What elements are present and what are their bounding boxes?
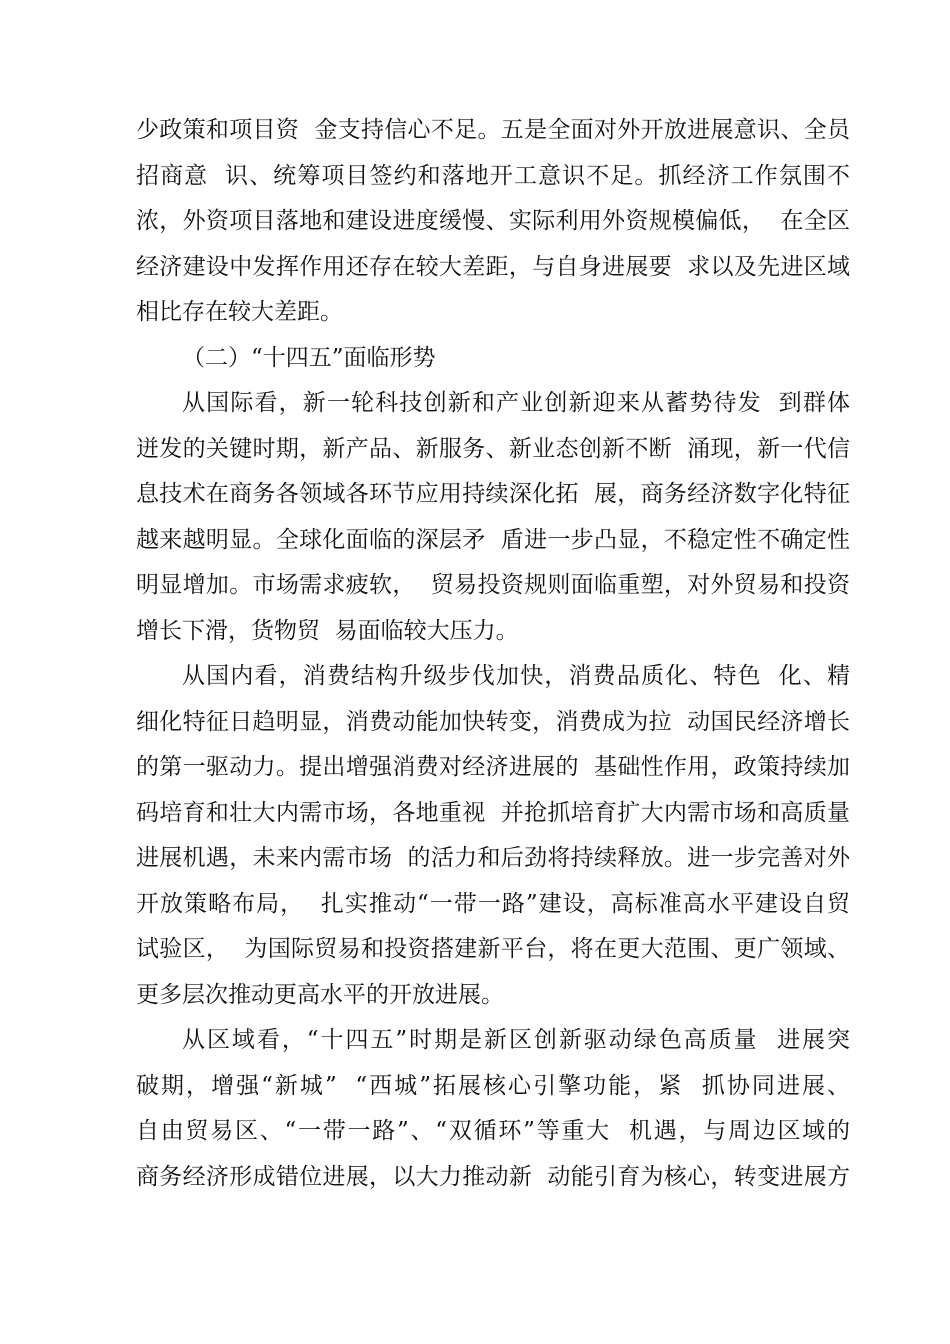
text-line: 相比存在较大差距。 — [136, 299, 343, 325]
text-line: 息技术在商务各领域各环节应用持续深化拓 展，商务经济数字化特征 — [136, 481, 850, 507]
document-body — [136, 108, 850, 1200]
text-line: 自由贸易区、“一带一路”、“双循环”等重大 机遇，与周边区域的 — [136, 1118, 850, 1144]
text-line: 细化特征日趋明显，消费动能加快转变，消费成为拉 动国民经济增长 — [136, 708, 850, 735]
text-line: 从国内看，消费结构升级步伐加快，消费品质化、特色 化、精 — [182, 663, 850, 689]
section-heading: （二）“十四五”面临形势 — [182, 344, 436, 371]
text-line: 增长下滑，货物贸 易面临较大压力。 — [136, 617, 519, 644]
text-line: 商务经济形成错位进展，以大力推动新 动能引育为核心，转变进展方 — [136, 1163, 850, 1190]
text-line: 从国际看，新一轮科技创新和产业创新迎来从蓄势待发 到群体 — [182, 390, 850, 416]
text-line: 从区域看，“十四五”时期是新区创新驱动绿色高质量 进展突 — [182, 1027, 850, 1053]
text-line: 开放策略布局， 扎实推动“一带一路”建设，高标准高水平建设自贸 — [136, 890, 850, 917]
text-line: 越来越明显。全球化面临的深层矛 盾进一步凸显，不稳定性不确定性 — [136, 526, 850, 553]
text-line: 试验区， 为国际贸易和投资搭建新平台，将在更大范围、更广领域、 — [136, 936, 850, 962]
text-line: 码培育和壮大内需市场，各地重视 并抢抓培育扩大内需市场和高质量 — [136, 799, 850, 826]
text-line: 少政策和项目资 金支持信心不足。五是全面对外开放进展意识、全员 — [136, 117, 850, 143]
text-line: 更多层次推动更高水平的开放进展。 — [136, 981, 504, 1008]
text-line: 破期，增强“新城” “西城”拓展核心引擎功能，紧 抓协同进展、 — [136, 1072, 850, 1099]
text-line: 招商意 识、统筹项目签约和落地开工意识不足。抓经济工作氛围不 — [136, 162, 850, 189]
text-line: 浓，外资项目落地和建设进度缓慢、实际利用外资规模偏低， 在全区 — [136, 208, 850, 234]
text-line: 经济建设中发挥作用还存在较大差距，与自身进展要 求以及先进区域 — [136, 253, 850, 280]
text-line: 的第一驱动力。提出增强消费对经济进展的 基础性作用，政策持续加 — [136, 754, 850, 780]
text-line: 明显增加。市场需求疲软， 贸易投资规则面临重塑，对外贸易和投资 — [136, 572, 850, 598]
text-line: 迸发的关键时期，新产品、新服务、新业态创新不断 涌现，新一代信 — [136, 435, 850, 462]
text-line: 进展机遇，未来内需市场 的活力和后劲将持续释放。进一步完善对外 — [136, 845, 850, 871]
